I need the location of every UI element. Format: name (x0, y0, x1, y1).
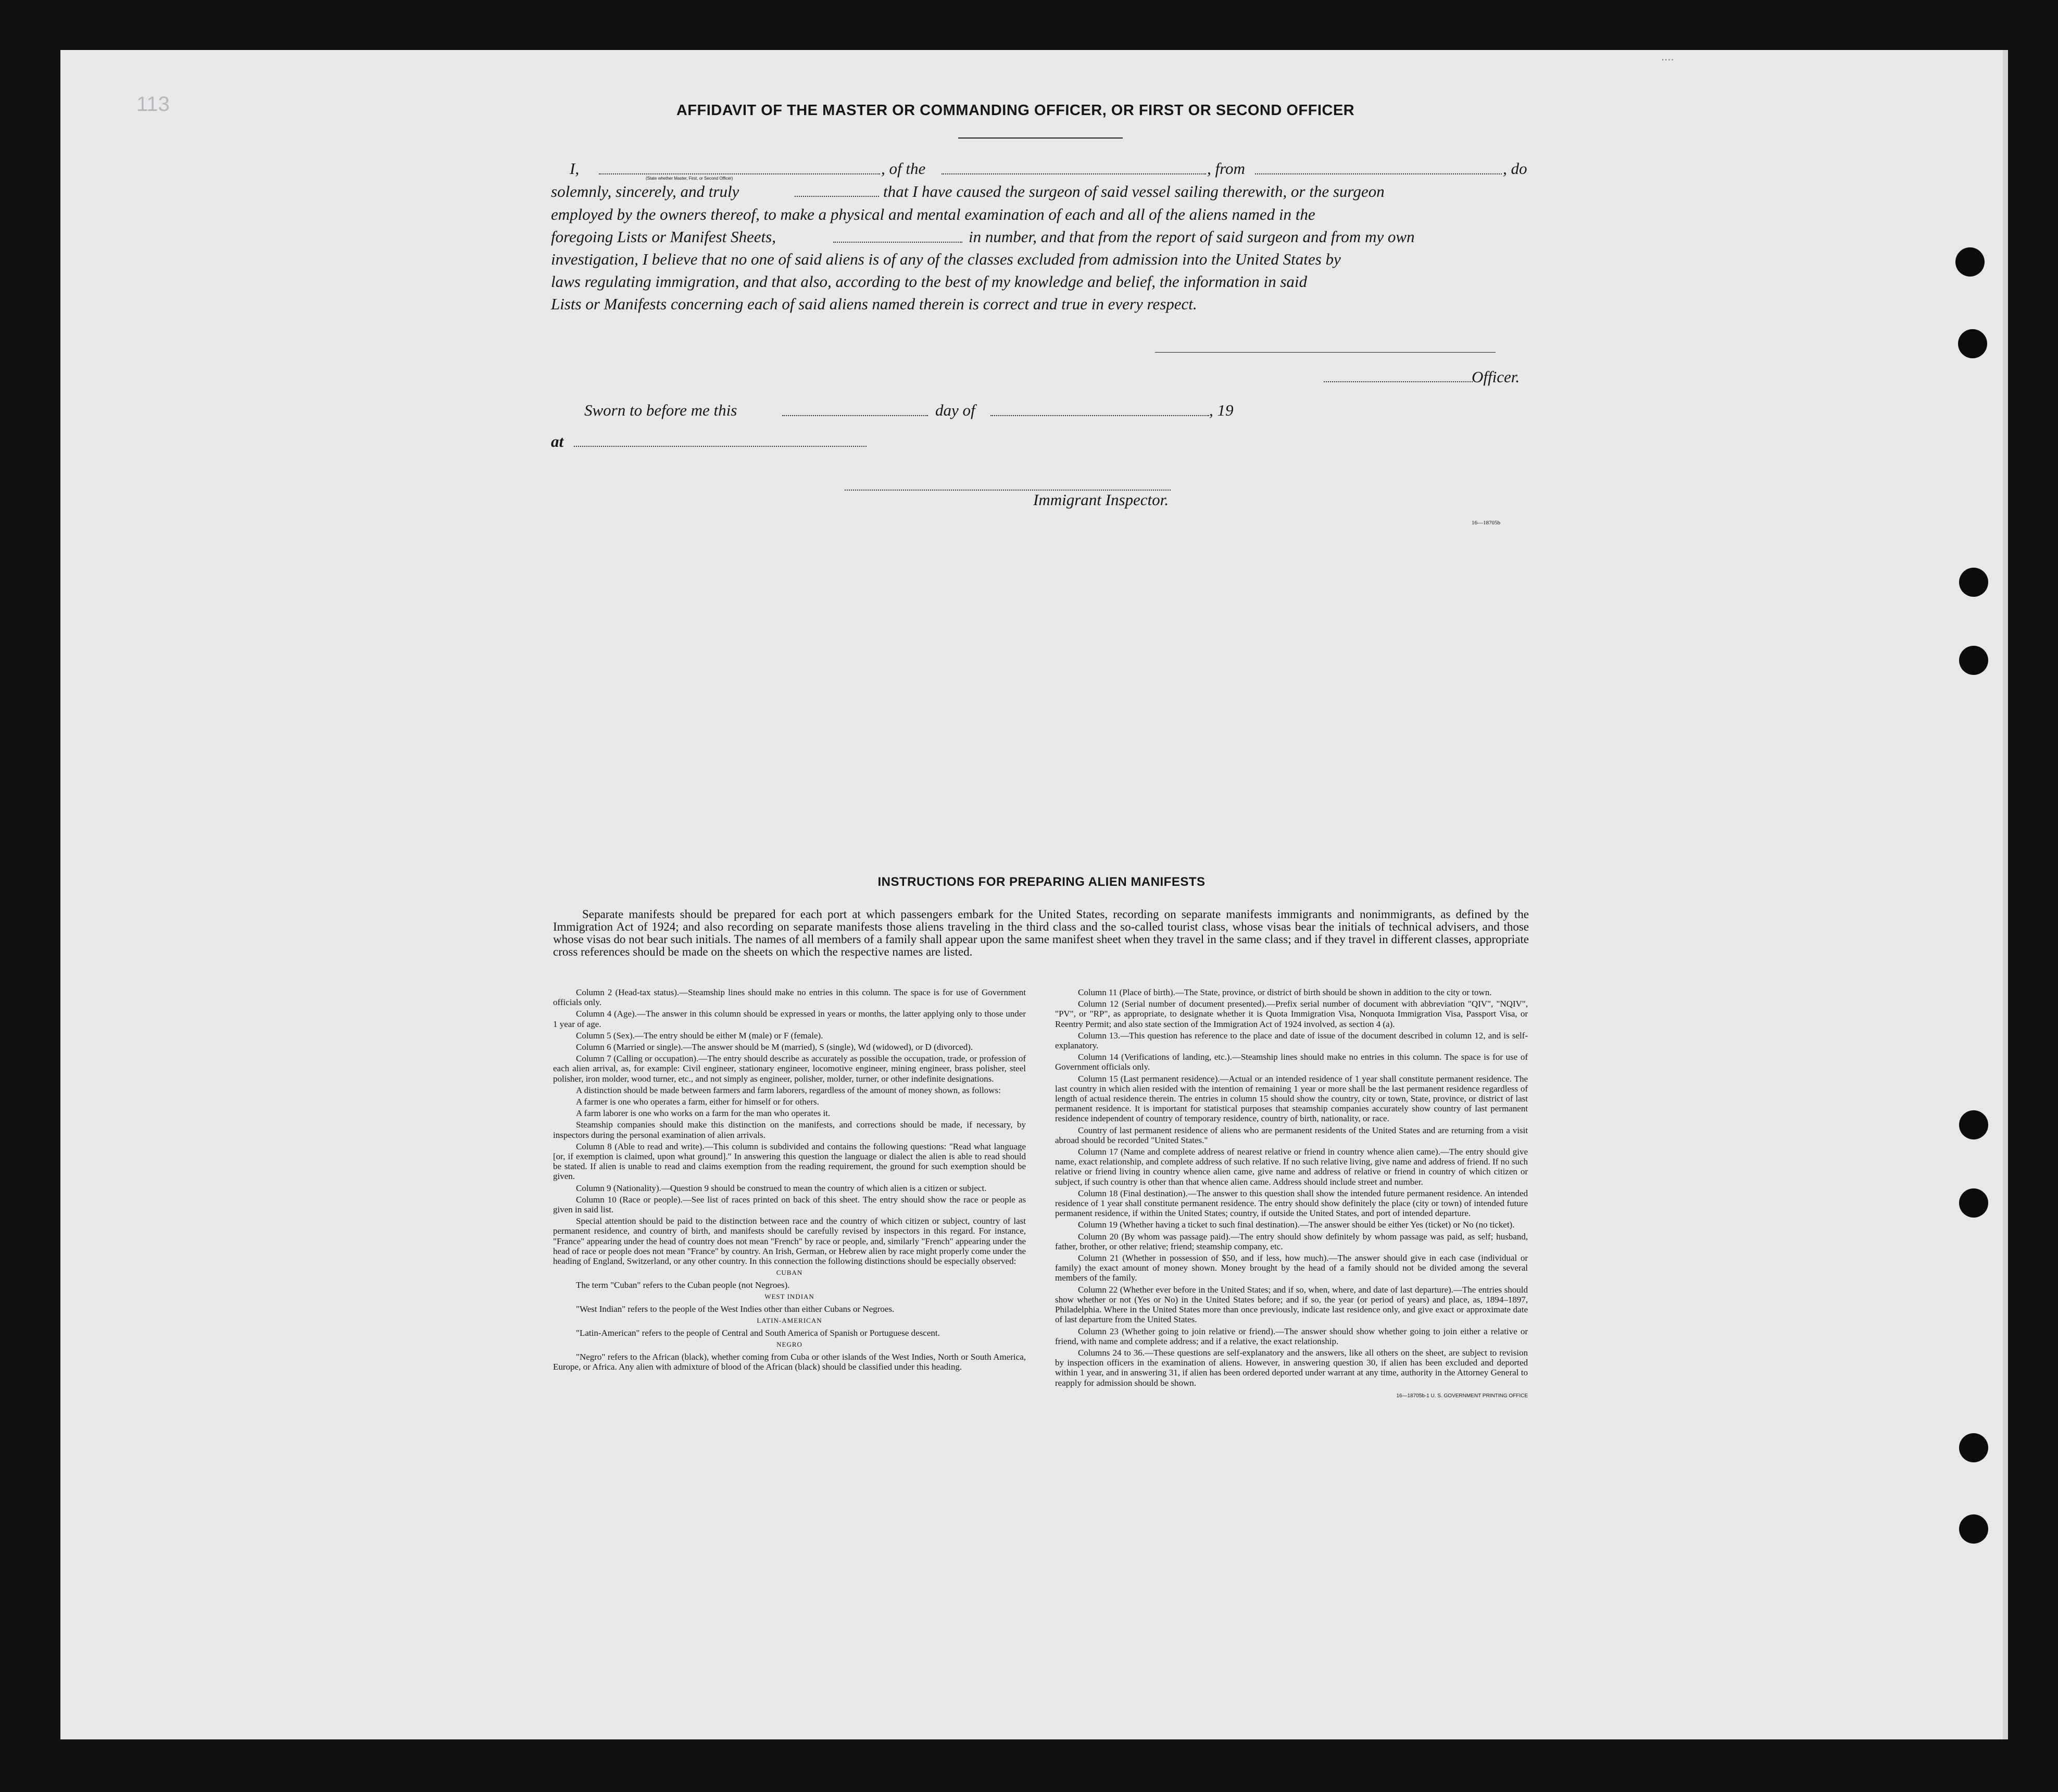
paragraph: Steamship companies should make this distinction on the manifests, and corrections should be made, if necessary, by inspectors during the personal examination of alien arrivals. (553, 1120, 1026, 1140)
paragraph: "Latin-American" refers to the people of Central and South America of Spanish or Portuguese descent. (576, 1327, 940, 1338)
paragraph: Column 6 (Married or single).—The answer should be M (married), S (single), Wd (widowed), or D (divorced). (576, 1042, 973, 1052)
scan-mark-top-left: 113 (136, 93, 170, 116)
paragraph: A distinction should be made between farmers and farm laborers, regardless of the amount of money shown, as follows: (576, 1085, 1001, 1095)
paragraph: A farm laborer is one who works on a farm for the man who operates it. (576, 1108, 831, 1119)
affidavit-line2-end: that I have caused the surgeon of said vessel sailing therewith, or the surgeon (883, 182, 1385, 200)
instructions-left-column (553, 987, 1026, 1373)
paragraph: Column 10 (Race or people).—See list of races printed on back of this sheet. The entry should show the race or people as given in said list. (553, 1194, 1026, 1215)
affidavit-line7: Lists or Manifests concerning each of said aliens named therein is correct and true in every respect. (551, 295, 1197, 313)
section-heading: CUBAN (776, 1269, 803, 1277)
affidavit-line5: investigation, I believe that no one of said aliens is of any of the classes excluded from admission into the United States by (551, 250, 1341, 268)
binder-hole (1959, 1110, 1988, 1139)
paragraph: Column 20 (By whom was passage paid).—The entry should show definitely by whom passage was paid, as self; husband, father, brother, or other relative; friend; steamship company, etc. (1055, 1231, 1528, 1251)
affidavit-line1-do: , do (1503, 159, 1527, 178)
instructions-intro: Separate manifests should be prepared for each port at which passengers embark for the United States, recording on separate manifests immigrants and nonimmigrants, as defined by the Immigration Act of 1924; and also recording on separate manifests those aliens traveling in the third class and the so-called tourist class, whose visas bear the initials of technical advisers, and those whose visas do not bear such initials. The names of all members of a family shall appear upon the same manifest sheet when they travel in the same class; and if they travel in different classes, appropriate cross references should be made on the sheets on which the respective names are listed. (553, 908, 1529, 958)
affidavit-line1-from: , from (1207, 159, 1245, 178)
officer-rank-hint: (State whether Master, First, or Second Officer) (646, 176, 733, 181)
day-of-label: day of (935, 401, 975, 419)
affidavit-line1-i: I, (570, 159, 580, 178)
paragraph: Country of last permanent residence of aliens who are permanent residents of the United States and are returning from a visit abroad should be recorded "United States." (1055, 1125, 1528, 1145)
binder-hole (1955, 247, 1985, 277)
paragraph: Column 8 (Able to read and write).—This column is subdivided and contains the following questions: "Read what language [or, if exemption is claimed, upon what ground]." In answering this question the language or dialect the alien is able to read should be stated. If alien is unable to read and claims exemption from the reading requirement, the ground for such exemption should be given. (553, 1141, 1026, 1182)
officer-rank-blank[interactable] (599, 173, 880, 174)
paragraph: Column 19 (Whether having a ticket to such final destination).—The answer should be either Yes (ticket) or No (no ticket). (1078, 1220, 1515, 1230)
paragraph: Column 23 (Whether going to join relative or friend).—The answer should show whether going to join either a relative or friend, with name and complete address; and if a relative, the exact relationship. (1055, 1326, 1528, 1346)
section-heading: NEGRO (776, 1340, 802, 1348)
sworn-label: Sworn to before me this (584, 401, 737, 419)
affidavit-line3: employed by the owners thereof, to make a physical and mental examination of each and all of the aliens named in the (551, 205, 1315, 223)
affidavit-title: AFFIDAVIT OF THE MASTER OR COMMANDING OFFICER, OR FIRST OR SECOND OFFICER (676, 102, 1355, 119)
binder-hole (1959, 1433, 1988, 1462)
section-heading: WEST INDIAN (764, 1293, 814, 1301)
sheet-edge (2003, 50, 2008, 1739)
affidavit-line1-of-the: , of the (881, 159, 926, 178)
printing-office-footer (1055, 1389, 1528, 1399)
sworn-day-blank[interactable] (782, 415, 928, 416)
year-label: , 19 (1209, 401, 1234, 419)
paragraph: Column 18 (Final destination).—The answer to this question shall show the intended future permanent residence. An intended residence of 1 year shall constitute permanent residence. The entry should show definitely the place (city or town) of intended future permanent residence, if within the United States; country, if outside the United States, and port of intended departure. (1055, 1188, 1528, 1219)
form-number: 16—18705b (1472, 520, 1500, 526)
title-underline (958, 137, 1123, 139)
scan-mark-top-right: .... (1661, 50, 1674, 63)
binder-hole (1958, 329, 1987, 358)
port-from-blank[interactable] (1255, 173, 1502, 174)
paragraph: Column 7 (Calling or occupation).—The entry should describe as accurately as possible the occupation, trade, or profession of each alien arrival, as, for example: Civil engineer, stationary engineer, locomotive engineer, mining engineer, brass polisher, steel polisher, iron molder, wood turner, etc., and not simply as engineer, polisher, molder, turner, or other indefinite designations. (553, 1054, 1026, 1084)
date-blank[interactable] (795, 196, 879, 197)
inspector-label: Immigrant Inspector. (1033, 491, 1169, 509)
sworn-place-blank[interactable] (574, 446, 867, 447)
paragraph: Column 17 (Name and complete address of nearest relative or friend in country whence alien came).—The entry should give name, exact relationship, and complete address of such relative. If no such relative living, give name and address of friend. If no such relative or friend living in country whence alien came, give name and address of relative or friend in country of which citizen or subject, if such country is other than that whence alien came. Address should include street and number. (1055, 1147, 1528, 1187)
paragraph: Column 12 (Serial number of document presented).—Prefix serial number of document with abbreviation "QIV", "NQIV", "PV", or "RP", as appropriate, to designate whether it is Quota Immigration Visa, Nonquota Immigration Visa, Passport Visa, or Reentry Permit; and also state section of the Immigration Act of 1924 involved, as section 4 (a). (1055, 999, 1528, 1029)
instructions-right-column (1055, 987, 1528, 1399)
sworn-month-blank[interactable] (990, 415, 1209, 416)
paragraph: Column 5 (Sex).—The entry should be either M (male) or F (female). (576, 1030, 823, 1041)
paragraph: Column 2 (Head-tax status).—Steamship lines should make no entries in this column. The space is for use of Government officials only. (553, 987, 1026, 1008)
section-heading: LATIN-AMERICAN (757, 1317, 822, 1325)
binder-hole (1959, 1188, 1988, 1218)
binder-hole (1959, 568, 1988, 597)
instructions-title: INSTRUCTIONS FOR PREPARING ALIEN MANIFESTS (877, 875, 1206, 889)
paragraph: The term "Cuban" refers to the Cuban people (not Negroes). (576, 1280, 790, 1290)
paragraph: Column 15 (Last permanent residence).—Actual or an intended residence of 1 year shall constitute permanent residence. The last country in which alien resided with the intention of remaining 1 year or more shall be the last permanent residence regardless of length of actual residence therein. The entries in column 15 should show the country, city or town, State, province, or district of last permanent residence. It is important for statistical purposes that steamship companies accurately show country of last permanent residence independent of country of temporary residence, country of birth, nationality, or race. (1055, 1073, 1528, 1124)
affidavit-line4-end: in number, and that from the report of said surgeon and from my own (969, 228, 1415, 246)
affidavit-line6: laws regulating immigration, and that also, according to the best of my knowledge and belief, the information in said (551, 272, 1308, 291)
paragraph: Column 21 (Whether in possession of $50, and if less, how much).—The answer should give in each case (individual or family) the exact amount of money shown. Money brought by the head of a family should not be divided among the several members of the family. (1055, 1253, 1528, 1283)
signature-line[interactable] (1155, 352, 1496, 353)
vessel-name-blank[interactable] (942, 173, 1206, 174)
binder-hole (1959, 1514, 1988, 1544)
at-label: at (551, 432, 564, 450)
paragraph: "West Indian" refers to the people of the West Indies other than either Cubans or Negroes. (576, 1304, 895, 1314)
paragraph: Special attention should be paid to the distinction between race and the country of which citizen or subject, country of last permanent residence, and country of birth, and manifests should be carefully revised by inspectors in this regard. For instance, "France" appearing under the head of country does not mean "French" by race or people, and, similarly "French" appearing under the head of race or people does not mean "France" by country. An Irish, German, or Hebrew alien by race might properly come under the heading of England, Switzerland, or any other country. In this connection the following distinctions should be especially observed: (553, 1216, 1026, 1267)
officer-label: Officer. (1472, 368, 1520, 386)
paragraph: Column 11 (Place of birth).—The State, province, or district of birth should be shown in addition to the city or town. (1078, 987, 1492, 997)
paragraph: Columns 24 to 36.—These questions are self-explanatory and the answers, like all others on the sheet, are subject to revision by inspection officers in the examination of aliens. However, in answering question 30, if alien has been excluded and deported within 1 year, and in answering 31, if alien has been ordered deported under warrant at any time, authority in the Attorney General to reapply for admission should be shown. (1055, 1347, 1528, 1388)
affidavit-line4-start: foregoing Lists or Manifest Sheets, (551, 228, 776, 246)
paragraph: Column 22 (Whether ever before in the United States; and if so, when, where, and date of last departure).—The entries should show whether or not (Yes or No) in the United States before; and if so, the year (or period of years) and place, as, 1894–1897, Philadelphia. Where in the United States more than once previously, indicate last residence only, and give exact or approximate date of last departure from the United States. (1055, 1284, 1528, 1325)
binder-hole (1959, 646, 1988, 675)
paragraph: Column 4 (Age).—The answer in this column should be expressed in years or months, the latter applying only to those under 1 year of age. (553, 1009, 1026, 1029)
alien-count-blank[interactable] (833, 242, 962, 243)
paragraph: A farmer is one who operates a farm, either for himself or for others. (576, 1097, 819, 1107)
officer-signature-blank[interactable] (1324, 381, 1473, 382)
paragraph: Column 13.—This question has reference to the place and date of issue of the document described in column 12, and is self-explanatory. (1055, 1030, 1528, 1051)
footer-text: 16—18705b-1 U. S. GOVERNMENT PRINTING OFFICE (1396, 1393, 1528, 1399)
paragraph: Column 14 (Verifications of landing, etc.).—Steamship lines should make no entries in this column. The space is for use of Government officials only. (1055, 1052, 1528, 1072)
affidavit-line2-start: solemnly, sincerely, and truly (551, 182, 739, 200)
paragraph: "Negro" refers to the African (black), whether coming from Cuba or other islands of the West Indies, North or South America, Europe, or Africa. Any alien with admixture of blood of the African (black) should be classified under this heading. (553, 1351, 1026, 1372)
paragraph: Column 9 (Nationality).—Question 9 should be construed to mean the country of which alien is a citizen or subject. (576, 1183, 987, 1193)
